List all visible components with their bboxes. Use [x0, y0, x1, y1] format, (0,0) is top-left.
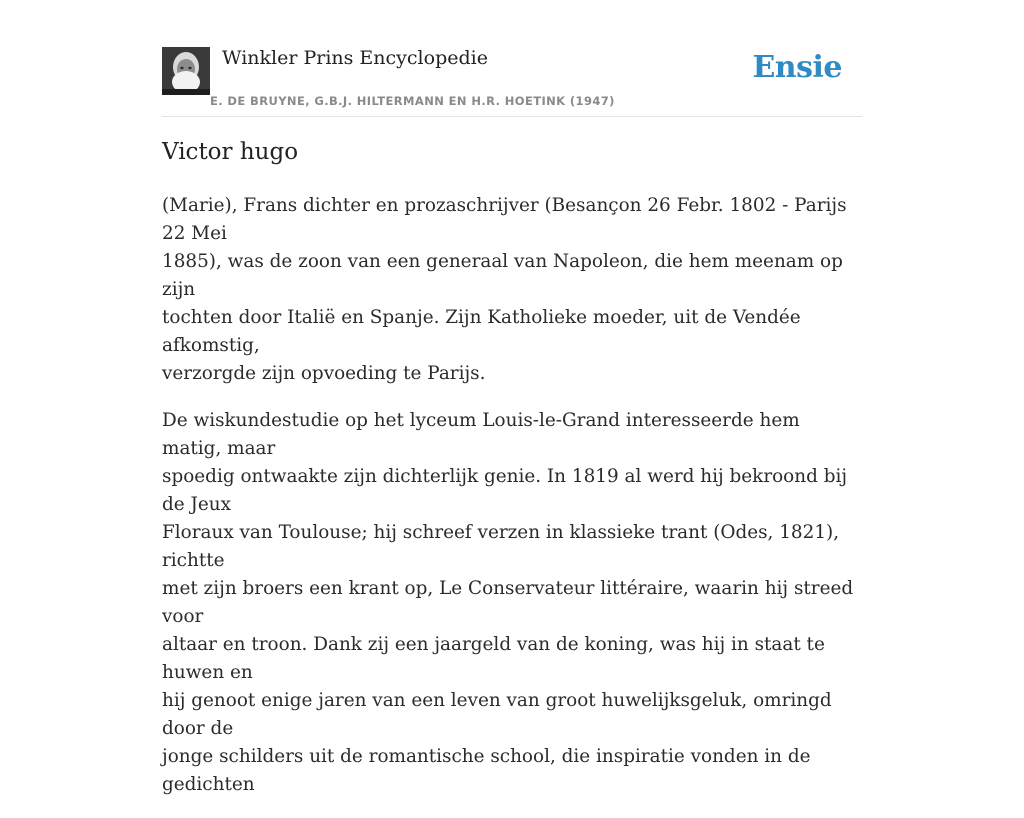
source-title[interactable]: Winkler Prins Encyclopedie — [222, 47, 488, 69]
paragraph-line: met zijn broers een krant op, Le Conservateur littéraire, waarin hij streed voor — [162, 578, 854, 627]
article-body — [162, 192, 862, 818]
author-portrait-icon[interactable] — [162, 47, 210, 95]
paragraph-line: spoedig ontwaakte zijn dichterlijk genie. In 1819 al werd hij bekroond bij de Jeux — [162, 466, 848, 515]
ensie-logo[interactable]: Ensie — [752, 50, 842, 85]
paragraph-line: jonge schilders uit de romantische school, die inspiratie vonden in de gedichten — [162, 746, 811, 795]
paragraph-line: hij genoot enige jaren van een leven van groot huwelijksgeluk, omringd door de — [162, 690, 832, 739]
paragraph-line: (Marie), Frans dichter en prozaschrijver (Besançon 26 Febr. 1802 - Parijs 22 Mei — [162, 195, 847, 244]
paragraph-line: verzorgde zijn opvoeding te Parijs. — [162, 363, 486, 384]
paragraph-line: 1885), was de zoon van een generaal van Napoleon, die hem meenam op zijn — [162, 251, 843, 300]
paragraph-line: Floraux van Toulouse; hij schreef verzen in klassieke trant (Odes, 1821), richtte — [162, 522, 840, 571]
paragraph-line: tochten door Italië en Spanje. Zijn Katholieke moeder, uit de Vendée afkomstig, — [162, 307, 801, 356]
article-paragraph — [162, 192, 862, 388]
article-paragraph — [162, 407, 862, 799]
source-authors: E. DE BRUYNE, G.B.J. HILTERMANN EN H.R. HOETINK (1947) — [210, 94, 615, 108]
article-title: Victor hugo — [162, 139, 299, 165]
source-header — [162, 44, 862, 117]
paragraph-line: altaar en troon. Dank zij een jaargeld van de koning, was hij in staat te huwen en — [162, 634, 825, 683]
paragraph-line: De wiskundestudie op het lyceum Louis-le-Grand interesseerde hem matig, maar — [162, 410, 800, 459]
